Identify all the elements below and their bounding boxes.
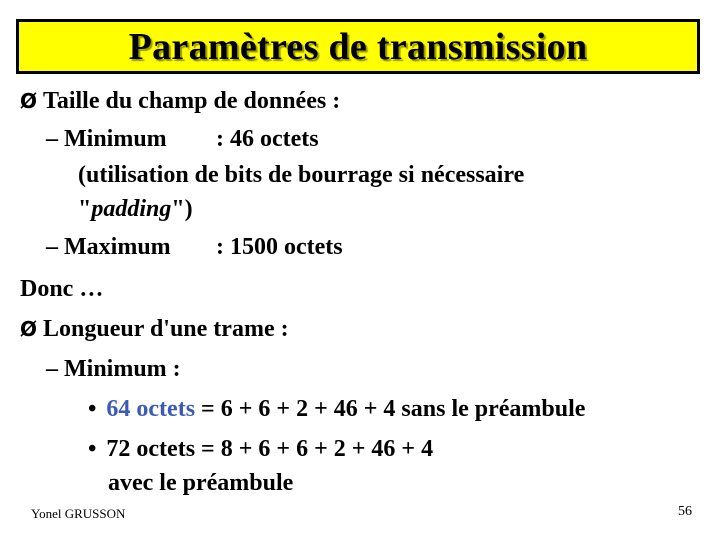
page-title: Paramètres de transmission	[128, 25, 588, 68]
line-minimum-label: Minimum	[64, 126, 167, 152]
dash-bullet: –	[46, 126, 58, 152]
line-64-octets	[88, 394, 585, 424]
line-padding	[78, 194, 193, 224]
footer-author: Yonel GRUSSON	[31, 506, 126, 521]
line-72-octets-text: 72 octets = 8 + 6 + 6 + 2 + 46 + 4	[106, 436, 434, 462]
line-longueur-text: Longueur d'une trame :	[43, 316, 289, 342]
line-maximum-label: Maximum	[64, 234, 171, 260]
line-maximum-value: : 1500 octets	[216, 234, 343, 260]
line-utilisation-text: (utilisation de bits de bourrage si nécessaire	[78, 162, 525, 188]
padding-word: padding	[91, 196, 172, 222]
page-number: 56	[678, 504, 692, 519]
line-taille	[20, 86, 340, 116]
arrow-bullet-icon: Ø	[20, 89, 38, 113]
line-longueur	[20, 314, 289, 344]
line-72-octets	[88, 434, 433, 464]
line-donc	[20, 274, 103, 304]
line-donc-text: Donc …	[20, 276, 104, 302]
line-maximum	[46, 232, 343, 262]
line-minimum-trame-text: Minimum :	[64, 356, 181, 382]
padding-open-quote: "	[78, 196, 92, 222]
line-minimum	[46, 124, 319, 154]
line-utilisation	[78, 160, 524, 190]
line-minimum-trame	[46, 354, 181, 384]
line-avec-preambule-text: avec le préambule	[108, 470, 294, 496]
bullet-dot: •	[88, 436, 97, 462]
arrow-bullet-icon: Ø	[20, 317, 38, 341]
dash-bullet: –	[46, 356, 58, 382]
bullet-dot: •	[88, 396, 97, 422]
title-box	[16, 19, 700, 74]
line-taille-text: Taille du champ de données :	[43, 88, 341, 114]
dash-bullet: –	[46, 234, 58, 260]
padding-close: ")	[171, 196, 193, 222]
line-avec-preambule	[108, 468, 293, 498]
highlight-64-octets: 64 octets	[106, 396, 196, 422]
line-minimum-value: : 46 octets	[216, 126, 319, 152]
line-64-octets-rest: = 6 + 6 + 2 + 46 + 4 sans le préambule	[195, 396, 586, 422]
